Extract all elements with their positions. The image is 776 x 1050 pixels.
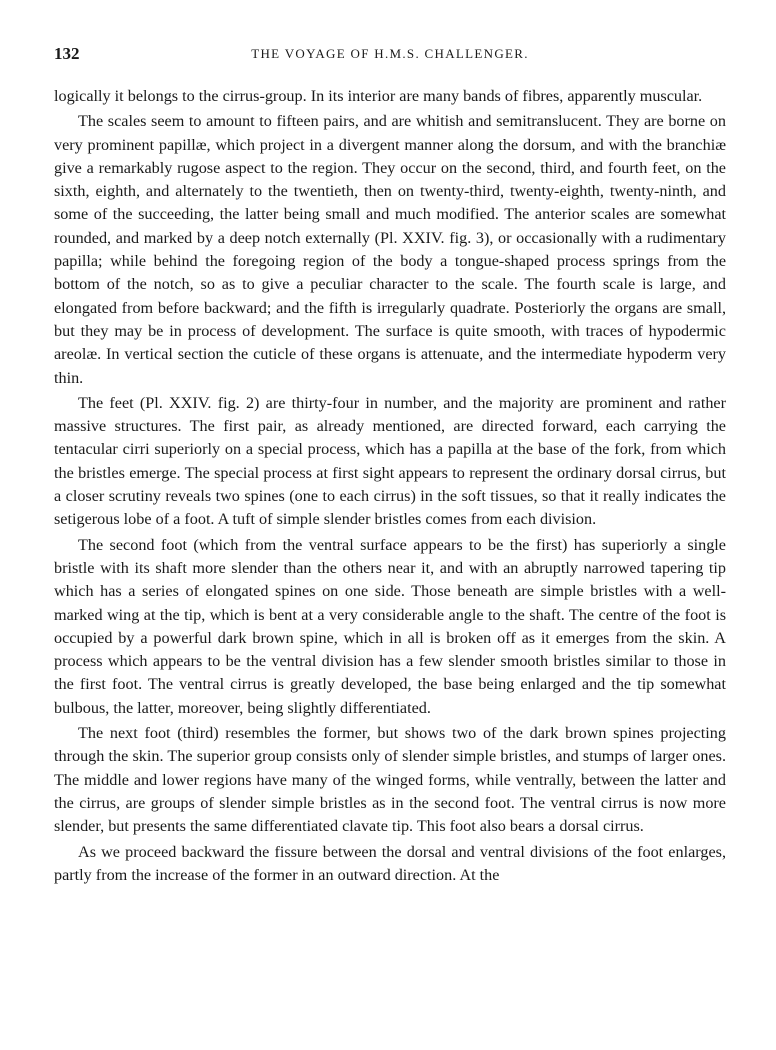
paragraph-scales: The scales seem to amount to fifteen pairs, and are whitish and semitranslucent. They are borne on very prominent papillæ, which project in a divergent manner along the dorsum, and with the branchiæ give a remarkably rugose aspect to the region. They occur on the second, third, and fourth feet, on the sixth, eighth, and alternately to the twentieth, then on twenty-third, twenty-eighth, twenty-ninth, and some of the succeeding, the latter being small and much modified. The anterior scales are somewhat rounded, and marked by a deep notch externally (Pl. XXIV. fig. 3), or occasionally with a rudimentary papilla; while behind the foregoing region of the body a tongue-shaped process springs from the bottom of the notch, so as to give a peculiar character to the scale. The fourth scale is large, and elongated from before backward; and the fifth is irregularly quadrate. Posteriorly the organs are small, but they may be in process of development. The surface is quite smooth, with traces of hypodermic areolæ. In vertical section the cuticle of these organs is attenuate, and the intermediate hypoderm very thin. xyxy=(54,112,726,387)
page-number: 132 xyxy=(54,44,80,63)
body-text xyxy=(54,85,726,887)
page-header xyxy=(54,44,726,68)
paragraph-continued: logically it belongs to the cirrus-group. In its interior are many bands of fibres, apparently muscular. xyxy=(54,87,703,105)
paragraph-third-foot: The next foot (third) resembles the former, but shows two of the dark brown spines projecting through the skin. The superior group consists only of slender simple bristles, and stumps of larger ones. The middle and lower regions have many of the winged forms, while ventrally, between the latter and the cirrus, are groups of slender simple bristles as in the second foot. The ventral cirrus is now more slender, but presents the same differentiated clavate tip. This foot also bears a dorsal cirrus. xyxy=(54,724,726,836)
running-title: THE VOYAGE OF H.M.S. CHALLENGER. xyxy=(251,46,529,61)
paragraph-fissure: As we proceed backward the fissure between the dorsal and ventral divisions of the foot enlarges, partly from the increase of the former in an outward direction. At the xyxy=(54,842,726,884)
paragraph-feet: The feet (Pl. XXIV. fig. 2) are thirty-four in number, and the majority are prominent and rather massive structures. The first pair, as already mentioned, are directed forward, each carrying the tentacular cirri superiorly on a special process, which has a papilla at the base of the fork, from which the bristles emerge. The special process at first sight appears to represent the ordinary dorsal cirrus, but a closer scrutiny reveals two spines (one to each cirrus) in the soft tissues, so that it really indicates the setigerous lobe of a foot. A tuft of simple slender bristles comes from each division. xyxy=(54,393,726,529)
paragraph-second-foot: The second foot (which from the ventral surface appears to be the first) has superiorly a single bristle with its shaft more slender than the others near it, and with an abruptly narrowed tapering tip which has a series of elongated spines on one side. Those beneath are simple bristles with a well-marked wing at the tip, which is bent at a very considerable angle to the shaft. The centre of the foot is occupied by a powerful dark brown spine, which in all is broken off as it emerges from the skin. A process which appears to be the ventral division has a few slender smooth bristles similar to those in the first foot. The ventral cirrus is greatly developed, the base being enlarged and the tip somewhat bulbous, the latter, moreover, being slightly differentiated. xyxy=(54,535,726,717)
